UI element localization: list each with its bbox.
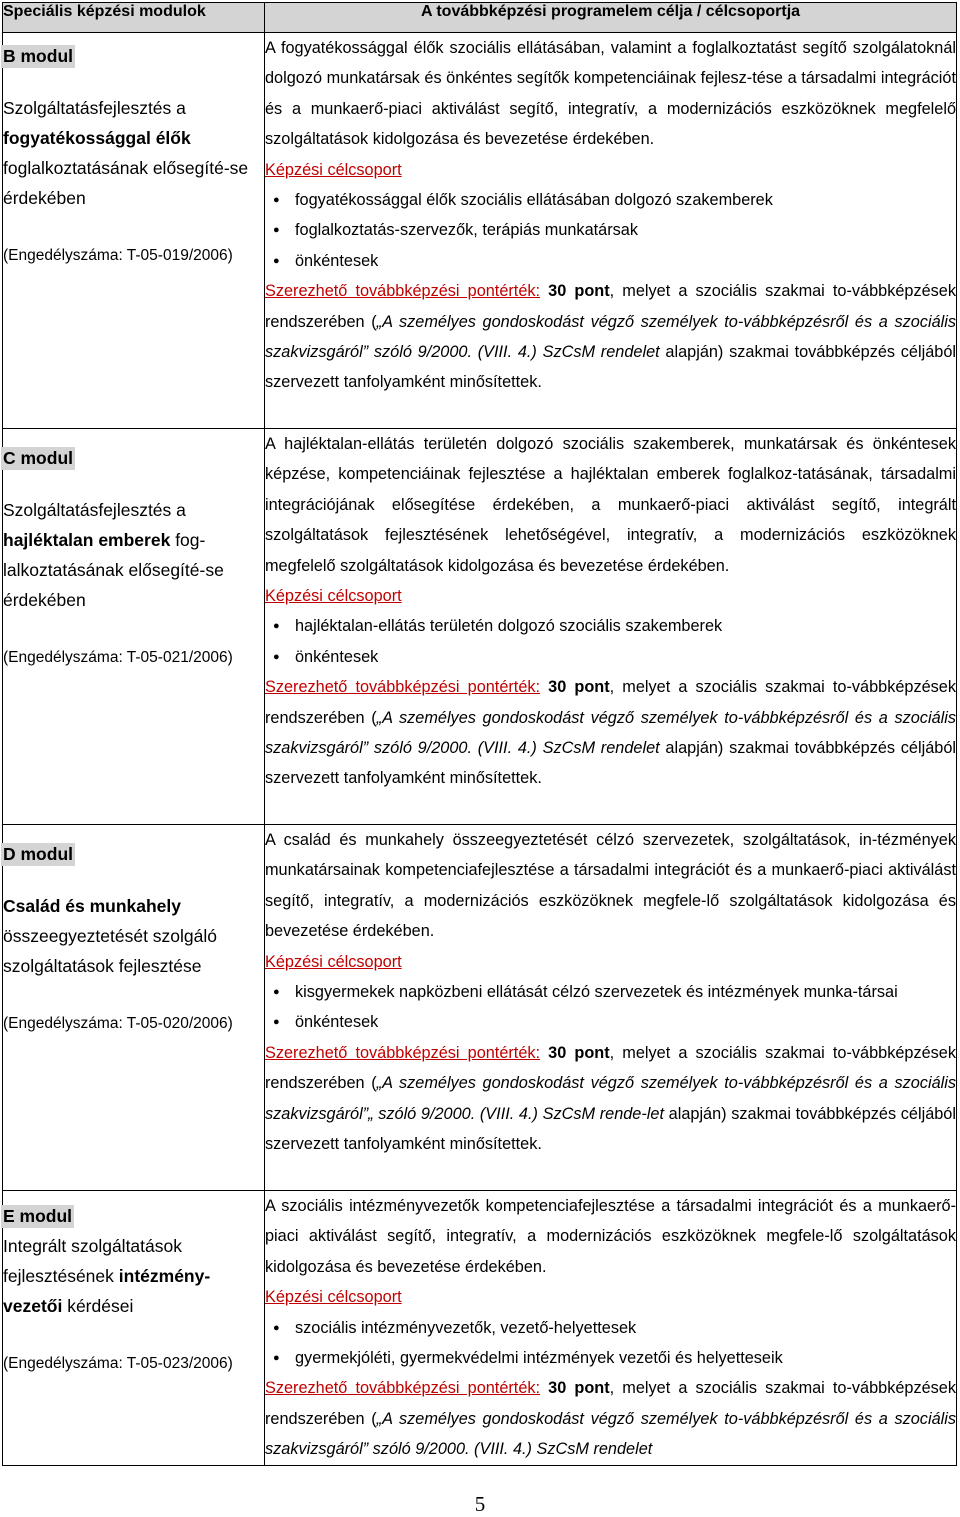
header-goal: A továbbképzési programelem célja / célcsoportja <box>265 3 957 33</box>
list-item: ● kisgyermekek napközbeni ellátását célzó szervezetek és intézmények munka-társai <box>265 977 956 1007</box>
module-goal: A fogyatékossággal élők szociális ellátásában, valamint a foglalkoztatást segítő szolgálatoknál dolgozó munkatársak és önkéntes segítők kompetenciáinak fejlesz-tése a társadalmi integrációt és a munkaerő-piaci aktiválást segítő, integratív, a modernizációs eszközöknek megfelelő szolgáltatások kidolgozása és bevezetése érdekében. <box>265 39 956 149</box>
module-title: Család és munkahely összeegyeztetését szolgáló szolgáltatások fejlesztése <box>3 896 218 976</box>
module-title: Integrált szolgáltatások fejlesztésének intézmény-vezetői kérdései <box>3 1236 211 1316</box>
module-title: Szolgáltatásfejlesztés a fogyatékossággal élők foglalkoztatásának elősegíté-se érdekében <box>3 98 249 208</box>
target-group-heading: Képzési célcsoport <box>265 587 402 606</box>
target-group-heading: Képzési célcsoport <box>265 160 402 179</box>
target-list <box>265 611 956 672</box>
list-item: ● szociális intézményvezetők, vezető-helyettesek <box>265 1313 956 1343</box>
target-list <box>265 1313 956 1374</box>
module-info <box>3 429 265 825</box>
modules-table <box>2 2 957 1466</box>
page-number: 5 <box>474 1492 486 1516</box>
target-group-heading: Képzési célcsoport <box>265 952 402 971</box>
list-item: ● önkéntesek <box>265 246 956 276</box>
module-title: Szolgáltatásfejlesztés a hajléktalan emberek fog-lalkoztatásának elősegíté-se érdekében <box>3 500 224 610</box>
module-row-c <box>3 429 957 825</box>
points-paragraph: Szerezhető továbbképzési pontérték: 30 pont, melyet a szociális szakmai to-vábbképzések rendszerében („A személyes gondoskodást végző személyek to-vábbképzésről és a szociális szakvizsgáról”„ szóló 9/2000. (VIII. 4.) SzCsM rende-let alapján) szakmai továbbképzés céljából szervezett tanfolyamként minősítettek. <box>265 1043 956 1154</box>
module-license: (Engedélyszáma: T-05-020/2006) <box>3 1015 233 1032</box>
target-list <box>265 977 956 1038</box>
module-name: E modul <box>3 1206 73 1226</box>
module-description <box>265 1191 957 1466</box>
list-item: ● fogyatékossággal élők szociális ellátásában dolgozó szakemberek <box>265 185 956 215</box>
module-description <box>265 33 957 429</box>
points-paragraph: Szerezhető továbbképzési pontérték: 30 pont, melyet a szociális szakmai to-vábbképzések rendszerében („A személyes gondoskodást végző személyek to-vábbképzésről és a szociális szakvizsgáról” szóló 9/2000. (VIII. 4.) SzCsM rendelet alapján) szakmai továbbképzés céljából szervezett tanfolyamként minősítettek. <box>265 678 956 788</box>
list-item: ● foglalkoztatás-szervezők, terápiás munkatársak <box>265 215 956 245</box>
module-license: (Engedélyszáma: T-05-023/2006) <box>3 1355 233 1372</box>
module-row-b <box>3 33 957 429</box>
target-list <box>265 185 956 276</box>
module-name: B modul <box>3 46 73 66</box>
points-paragraph: Szerezhető továbbképzési pontérték: 30 pont, melyet a szociális szakmai to-vábbképzések rendszerében („A személyes gondoskodást végző személyek to-vábbképzésről és a szociális szakvizsgáról” szóló 9/2000. (VIII. 4.) SzCsM rendelet <box>265 1379 956 1459</box>
list-item: ● önkéntesek <box>265 1007 956 1037</box>
list-item: ● önkéntesek <box>265 642 956 672</box>
module-description <box>265 825 957 1191</box>
module-name: D modul <box>3 844 73 864</box>
header-modules: Speciális képzési modulok <box>3 3 265 33</box>
list-item: ● hajléktalan-ellátás területén dolgozó szociális szakemberek <box>265 611 956 641</box>
module-goal: A hajléktalan-ellátás területén dolgozó szociális szakemberek, munkatársak és önkéntesek képzése, kompetenciáinak fejlesztése a hajléktalan emberek foglalkoz-tatásának, társadalmi integrációjának elősegítése érdekében, a munkaerő-piaci aktiválást segítő, integrált szolgáltatások fejlesztésének lehetőségével, integratív, a modernizációs eszközöknek megfelelő szolgáltatások kidolgozása és bevezetése érdekében. <box>265 435 956 575</box>
module-description <box>265 429 957 825</box>
module-license: (Engedélyszáma: T-05-019/2006) <box>3 247 233 264</box>
table-header-row <box>3 3 957 33</box>
module-license: (Engedélyszáma: T-05-021/2006) <box>3 649 233 666</box>
module-info <box>3 825 265 1191</box>
points-paragraph: Szerezhető továbbképzési pontérték: 30 pont, melyet a szociális szakmai to-vábbképzések rendszerében („A személyes gondoskodást végző személyek to-vábbképzésről és a szociális szakvizsgáról” szóló 9/2000. (VIII. 4.) SzCsM rendelet alapján) szakmai továbbképzés céljából szervezett tanfolyamként minősítettek. <box>265 282 956 392</box>
module-goal: A család és munkahely összeegyeztetését célzó szervezetek, szolgáltatások, in-tézmények munkatársainak kompetenciafejlesztése a társadalmi integrációt és a munkaerő-piaci aktiválást segítő, integratív, a modernizációs eszközöknek megfele-lő szolgáltatások kidolgozása és bevezetése érdekében. <box>265 831 956 941</box>
module-info <box>3 33 265 429</box>
target-group-heading: Képzési célcsoport <box>265 1288 402 1307</box>
list-item: ● gyermekjóléti, gyermekvédelmi intézmények vezetői és helyetteseik <box>265 1343 956 1373</box>
module-name: C modul <box>3 448 73 468</box>
module-row-d <box>3 825 957 1191</box>
module-row-e <box>3 1191 957 1466</box>
module-goal: A szociális intézményvezetők kompetenciafejlesztése a társadalmi integrációt és a munkaerő-piaci aktiválást segítő, integratív, a modernizációs eszközöknek megfele-lő szolgáltatások kidolgozása és bevezetése érdekében. <box>265 1197 956 1276</box>
module-info <box>3 1191 265 1466</box>
